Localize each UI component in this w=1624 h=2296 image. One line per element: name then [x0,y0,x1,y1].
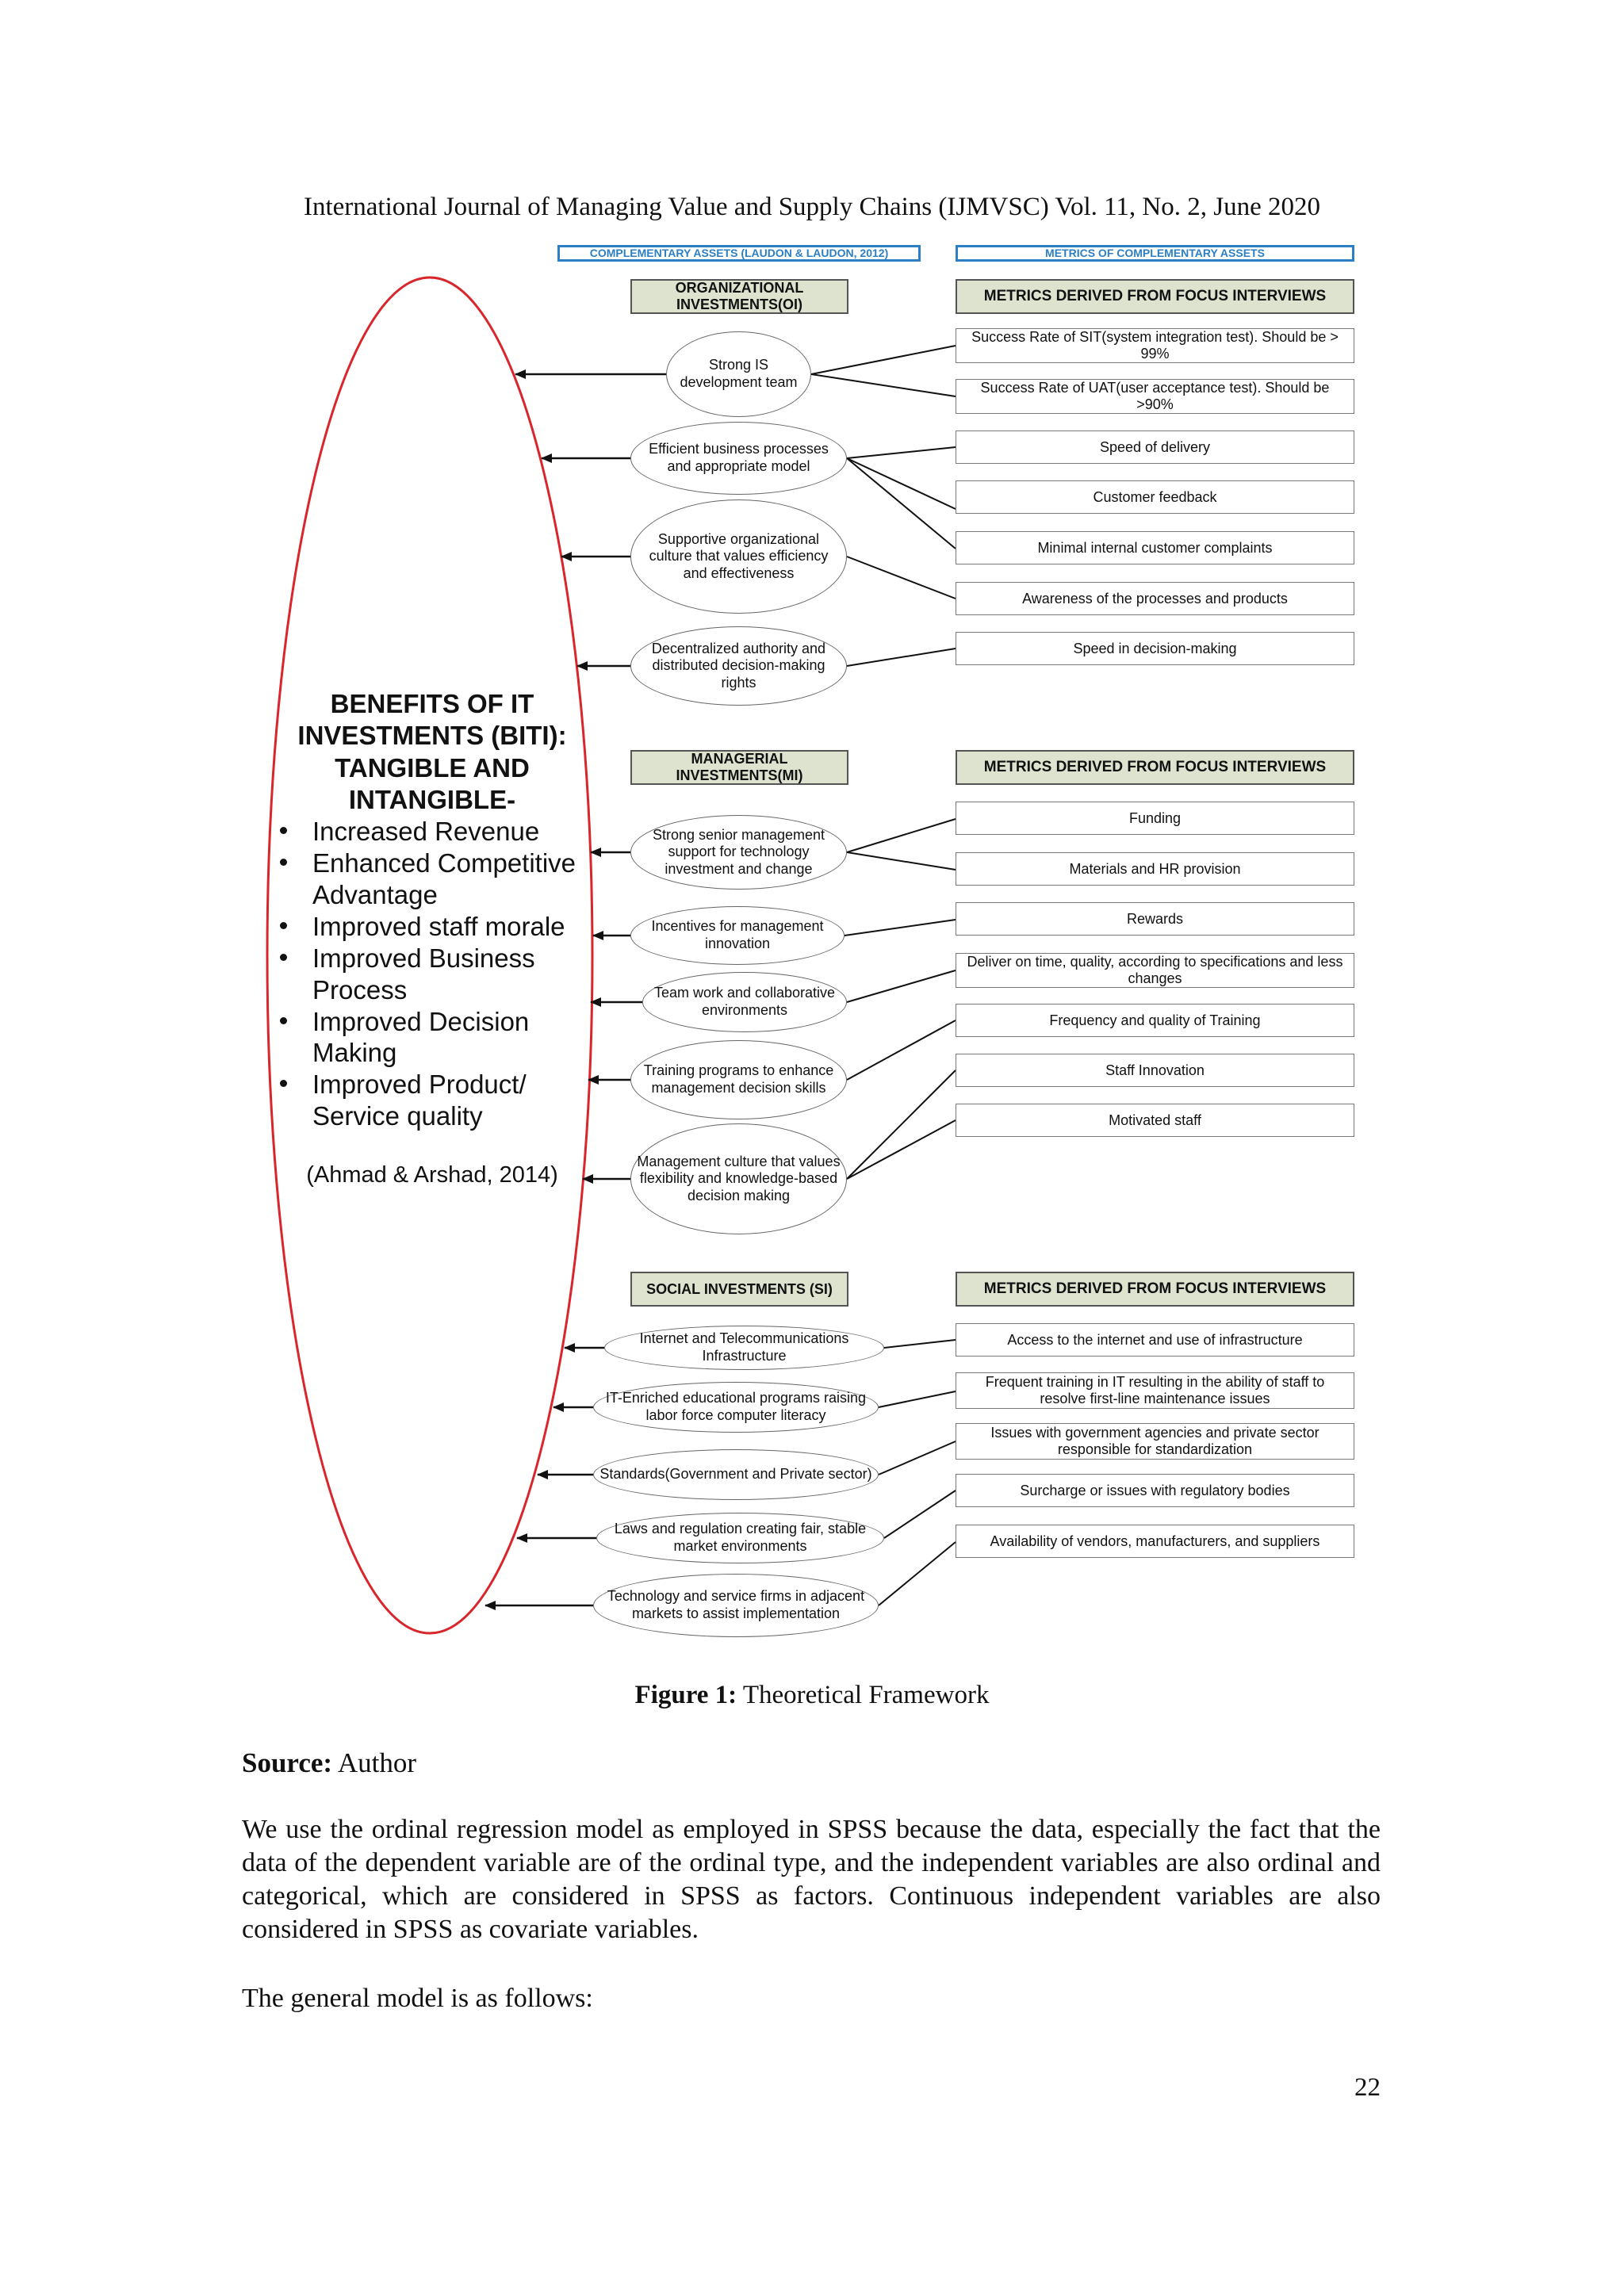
oi-metrics-header: METRICS DERIVED FROM FOCUS INTERVIEWS [956,279,1354,314]
mi-metric-7: Motivated staff [956,1104,1354,1137]
si-asset-1: Internet and Telecommunications Infrastructure [604,1326,884,1370]
complementary-assets-label: COMPLEMENTARY ASSETS (LAUDON & LAUDON, 2012) [557,245,921,262]
oi-metric-5: Minimal internal customer complaints [956,531,1354,564]
mi-category: MANAGERIAL INVESTMENTS(MI) [630,750,848,785]
benefit-item: Improved staff morale [274,911,591,943]
oi-metric-6: Awareness of the processes and products [956,582,1354,615]
bullet-icon [280,859,287,866]
si-asset-4: Laws and regulation creating fair, stable market environments [596,1513,884,1563]
source-text: Author [332,1747,417,1778]
benefit-item: Improved Business Process [274,943,591,1006]
mi-asset-4: Training programs to enhance management decision skills [630,1040,847,1119]
oi-metric-3: Speed of delivery [956,430,1354,464]
si-asset-2: IT-Enriched educational programs raising labor force computer literacy [593,1382,879,1433]
source-line [242,1747,416,1779]
si-metrics-header: METRICS DERIVED FROM FOCUS INTERVIEWS [956,1272,1354,1307]
bullet-icon [280,827,287,834]
body-paragraph-2: The general model is as follows: [242,1984,593,2013]
figure-caption [0,1681,1624,1710]
mi-metric-3: Rewards [956,902,1354,936]
si-metric-2: Frequent training in IT resulting in the ability of staff to resolve first-line maintenance issues [956,1372,1354,1409]
oi-category: ORGANIZATIONAL INVESTMENTS(OI) [630,279,848,314]
oi-metric-4: Customer feedback [956,480,1354,514]
si-metric-4: Surcharge or issues with regulatory bodies [956,1474,1354,1507]
bullet-icon [280,954,287,961]
mi-asset-1: Strong senior management support for technology investment and change [630,815,847,890]
si-asset-5: Technology and service firms in adjacent markets to assist implementation [593,1574,879,1637]
mi-asset-5: Management culture that values flexibility and knowledge-based decision making [630,1123,847,1234]
journal-header: International Journal of Managing Value and Supply Chains (IJMVSC) Vol. 11, No. 2, June 2020 [303,193,1320,221]
bullet-icon [280,922,287,929]
benefit-item: Enhanced Competitive Advantage [274,848,591,911]
benefits-title: BENEFITS OF IT INVESTMENTS (BITI): TANGIBLE AND INTANGIBLE- [297,689,567,814]
oi-metric-2: Success Rate of UAT(user acceptance test). Should be >90% [956,379,1354,414]
oi-connectors [811,346,956,666]
caption-text: Theoretical Framework [737,1681,990,1709]
bullet-icon [280,1080,287,1087]
benefit-item: Increased Revenue [274,816,591,848]
oi-asset-1: Strong IS development team [666,331,811,417]
si-asset-3: Standards(Government and Private sector) [593,1449,879,1500]
si-metric-1: Access to the internet and use of infrastructure [956,1323,1354,1357]
oi-asset-3: Supportive organizational culture that values efficiency and effectiveness [630,499,847,614]
mi-asset-2: Incentives for management innovation [630,906,845,965]
benefit-item: Improved Product/ Service quality [274,1069,591,1132]
mi-connectors [845,819,956,1179]
mi-metric-4: Deliver on time, quality, according to specifications and less changes [956,953,1354,988]
oi-metric-1: Success Rate of SIT(system integration test). Should be > 99% [956,328,1354,363]
metrics-label: METRICS OF COMPLEMENTARY ASSETS [956,245,1354,262]
si-category: SOCIAL INVESTMENTS (SI) [630,1272,848,1307]
oi-asset-4: Decentralized authority and distributed decision-making rights [630,626,847,706]
oi-metric-7: Speed in decision-making [956,632,1354,665]
benefits-citation: (Ahmad & Arshad, 2014) [306,1162,558,1188]
source-label: Source: [242,1747,333,1778]
mi-metric-2: Materials and HR provision [956,852,1354,886]
caption-label: Figure 1: [634,1681,737,1709]
body-paragraph: We use the ordinal regression model as employed in SPSS because the data, especially the fact that the data of the dependent variable are of the ordinal type, and the independent variables are also ordinal and categorical, which are considered in SPSS as factors. Continuous independent variables are also considered in SPSS as covariate variables. [242,1815,1381,1944]
benefits-list [274,816,591,1132]
bullet-icon [280,1017,287,1024]
benefit-item: Improved Decision Making [274,1006,591,1070]
mi-metric-5: Frequency and quality of Training [956,1004,1354,1037]
mi-metric-6: Staff Innovation [956,1054,1354,1087]
mi-metric-1: Funding [956,802,1354,835]
page-number: 22 [1354,2073,1381,2102]
si-metric-3: Issues with government agencies and private sector responsible for standardization [956,1423,1354,1460]
si-metric-5: Availability of vendors, manufacturers, and suppliers [956,1525,1354,1558]
oi-asset-2: Efficient business processes and appropriate model [630,422,847,495]
benefits-block [274,688,591,1188]
si-connectors [879,1340,956,1605]
mi-metrics-header: METRICS DERIVED FROM FOCUS INTERVIEWS [956,750,1354,785]
mi-asset-3: Team work and collaborative environments [642,972,847,1032]
